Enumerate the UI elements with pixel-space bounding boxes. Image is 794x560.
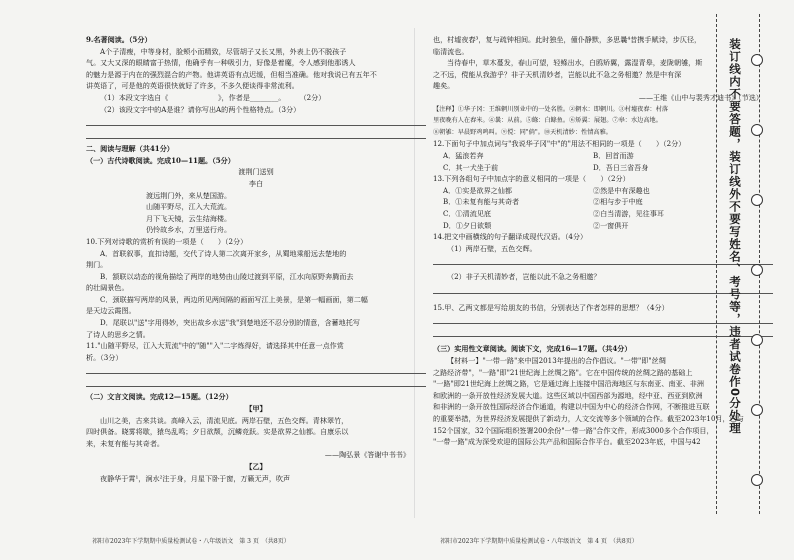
q11-stem: 11."山随平野尽，江入大荒流"中的"随""入"二字炼得好，请选择其中任意一点作赏	[86, 341, 344, 351]
q10-option: C．颈联描写两岸的风景，两边所见两间隔的画面写江上美景，是第一幅画面，第二幅	[100, 294, 368, 304]
answer-line[interactable]	[86, 363, 426, 374]
q13-option-c1: C．①清流见底	[443, 208, 491, 218]
material-line: "一带一路"成为深受欢迎的国际公共产品和国际合作平台。截至2023年底，中国与42	[433, 437, 701, 447]
q10-option: 的壮阔景色。	[86, 283, 129, 293]
binding-strip-warning: 装订线内不要答题，装订线外不要写姓名、考号等，违者试卷作0分处理	[728, 38, 742, 435]
material-line: 的重要举措，为世界经济发展提供了新动力，人文交流等多个领域的合作。截至2023年10月，已与	[433, 414, 744, 424]
q10-option: D．尾联以"送"字用得妙，突出故乡水送"我"到楚地还不忍分别的情意，含蓄地托写	[100, 318, 360, 328]
yi-source: ——王维《山中与裴秀才迪书》（节选）	[638, 92, 763, 102]
yi-text: 临清流也。	[433, 46, 469, 56]
q13-option-b1: B．①未复有能与其奇者	[443, 197, 520, 207]
footer-right: 祁阳市2023年下学期期中质量检测试卷・八年级语文 第 4 页 （共8页）	[440, 538, 638, 545]
q12-stem: 12.下面句子中加点词与"我说华子冈"中"的"用法不相同的一项是（ ）（2分）	[433, 139, 686, 149]
binding-hole-icon	[751, 474, 763, 486]
q10-option: 了诗人的思乡之情。	[86, 329, 150, 339]
poem-author: 李白	[248, 178, 264, 188]
section-2-title: 二、阅读与理解（共41分）	[86, 144, 174, 154]
q10-option: A．首联叙事，直扣诗题，交代了诗人第二次离开家乡，从蜀地乘船远去楚地的	[100, 248, 347, 258]
jia-text: 来，未复有能与其奇者。	[86, 438, 165, 448]
q13-option-a2: ②然是中有深趣也	[593, 185, 650, 195]
q12-option-b: B．回首而游	[593, 150, 634, 160]
q13-option-a1: A．①实是欲界之仙都	[443, 185, 512, 195]
material-line: 【材料一】"一带一路"来中国2013年提出的合作倡议。"一带"即"丝绸	[447, 356, 666, 366]
q9-passage-line: 的魅力是源于内在的强烈混合的产物。他讲英语有点迟缓，但相当准确。他对我说已有五年不	[86, 69, 377, 79]
notes-line: ⑧朝雊：早晨野鸡鸣叫。⑨傥：同"倘"。⑩天机清妙：性情高雅。	[433, 128, 612, 136]
q10-option: B．颔联以动态的视角描绘了两岸的地势由山陵过渡到平原，江水向原野奔腾而去	[100, 271, 354, 281]
binding-hole-icon	[751, 334, 763, 346]
yi-text: 之不远，傥能从我游乎？非子天机清妙者，岂能以此不急之务相邀？然是中有深	[433, 69, 682, 79]
q9-subq-2: （2）该段文字中的A是谁？请你写出A的两个性格特点。（3分）	[100, 104, 301, 114]
q13-option-c2: ②白当清游，见往事耳	[593, 208, 664, 218]
q14-item: （1）两岸石壁，五色交辉。	[447, 243, 537, 253]
sub1-title: （一）古代诗歌阅读。完成10—11题。（5分）	[86, 155, 235, 165]
q9-passage-line: A个子清瘦，中等身材，脸颊小而精致，尽管胡子又长又黑，外表上仍不脱孩子	[100, 46, 347, 56]
q13-option-b2: ②相与步于中庭	[593, 197, 643, 207]
notes-line: 【注释】①华子冈：王维辋川别业中的一处名胜。②辋水：即辋川。③村墟夜舂：村落	[433, 105, 669, 113]
q9-passage-line: 讲英语了，可是他的英语很快就好了许多，不多久便谈得非常流利。	[86, 81, 299, 91]
q12-option-d: D．吾日三省吾身	[593, 162, 649, 172]
q9-passage-line: 气。又大又深的眼睛富于热情，他确乎有一种吸引力，好像是着魔，令人感到他那诱人	[86, 58, 356, 68]
material-line: 和欧洲的一条开放性经济发展大道。这些区域以中国西部为源地，经中亚、西亚到欧洲	[433, 390, 703, 400]
sub3-title: （三）实用性文章阅读。阅读下文，完成16—17题。（共4分）	[433, 344, 632, 354]
notes-line: 里夜晚有人在舂米。④曩：从前。⑤鲦：白鲦鱼。⑥矫翼：展翅。⑦皋：水边高地。	[433, 117, 662, 125]
poem-line: 仍怜故乡水，万里送行舟。	[146, 225, 232, 235]
q15-stem: 15.甲、乙两文都是写给朋友的书信，分别表达了作者怎样的思想？（4分）	[433, 302, 669, 312]
sub2-title: （二）文言文阅读。完成12—15题。（12分）	[86, 392, 233, 402]
q11-stem: 析。（3分）	[86, 352, 123, 362]
poem-title: 渡荆门送别	[238, 167, 274, 177]
yi-label: 【乙】	[245, 462, 267, 471]
footer-left: 祁阳市2023年下学期期中质量检测试卷・八年级语文 第 3 页 （共8页）	[92, 538, 290, 545]
binding-strip	[716, 14, 760, 514]
jia-text: 四时俱备。晓雾将歇，猿鸟乱鸣；夕日欲颓，沉鳞竞跃。实是欲界之仙都。自康乐以	[86, 427, 349, 437]
answer-line[interactable]	[86, 128, 426, 139]
jia-text: 山川之美，古来共谈。高峰入云，清流见底。两岸石壁，五色交辉。青林翠竹，	[100, 415, 349, 425]
material-line: 之路经济带"，"一路"即"21世纪海上丝绸之路"。它在中国传统的丝绸之路的基础上	[433, 367, 693, 377]
material-line: 和非洲的一条开放性国际经济合作通道，构建以中国为中心的经济合作网，不断推进互联	[433, 402, 710, 412]
poem-line: 山随平野尽，江入大荒流。	[146, 202, 232, 212]
q13-option-d2: ②一窗俱开	[593, 220, 629, 230]
yi-text: 趣矣。	[433, 81, 455, 91]
poem-line: 月下飞天镜，云生结海楼。	[146, 213, 232, 223]
answer-line[interactable]	[86, 115, 426, 126]
left-page	[86, 34, 426, 530]
q14-item: （2）非子天机清妙者，岂能以此不急之务相邀？	[447, 272, 601, 282]
q10-option: 是天边云霞图。	[86, 306, 136, 316]
q10-option: 荆门。	[86, 260, 108, 270]
q9-title: 9.名著阅读。（5分）	[86, 35, 152, 44]
yi-text: 当待春中，草木蔓发，春山可望，轻鲦出水，白鸥矫翼，露湿青皋，麦陇朝雊，斯	[447, 58, 703, 68]
yi-text: 也，村墟夜舂³，复与疏钟相间。此时独坐，僮仆静默，多思曩⁴昔携手赋诗，步仄径，	[433, 35, 702, 44]
binding-hole-icon	[751, 54, 763, 66]
material-line: "一路"即21世纪海上丝绸之路，它是通过海上连接中国沿海地区与东南亚、南亚、非洲	[433, 379, 704, 389]
binding-hole-icon	[751, 194, 763, 206]
q12-option-c: C．其一犬坐于前	[443, 162, 499, 172]
q12-option-a: A．猛浪若奔	[443, 150, 484, 160]
binding-hole-icon	[751, 264, 763, 276]
q9-subq-1: （1）本段文字选自《 》，作者是________。 （2分）	[100, 92, 326, 102]
q14-stem: 14.把文中画横线的句子翻译成现代汉语。（4分）	[433, 232, 588, 242]
binding-hole-icon	[751, 124, 763, 136]
jia-label: 【甲】	[245, 404, 267, 414]
answer-line[interactable]	[86, 376, 426, 387]
jia-source: ——陶弘景《答谢中书书》	[324, 450, 410, 460]
q10-stem: 10.下列对诗歌的赏析有误的一项是（ ）（2分）	[86, 236, 248, 246]
q13-stem: 13.下列各组句子中加点字的意义相同的一项是（ ）（2分）	[433, 174, 630, 184]
poem-line: 渡远荆门外，来从楚国游。	[146, 190, 232, 200]
yi-text: 夜静华于霄¹，涧水²注于身，月星下卧于窗，万籁无声，吹声	[100, 473, 291, 483]
binding-hole-icon	[751, 404, 763, 416]
material-line: 152个国家，32个国际组织签署200余份"一带一路"合作文件，形成3000多个合作项目，	[433, 425, 714, 435]
q13-option-d1: D．①夕日欲颓	[443, 220, 492, 230]
